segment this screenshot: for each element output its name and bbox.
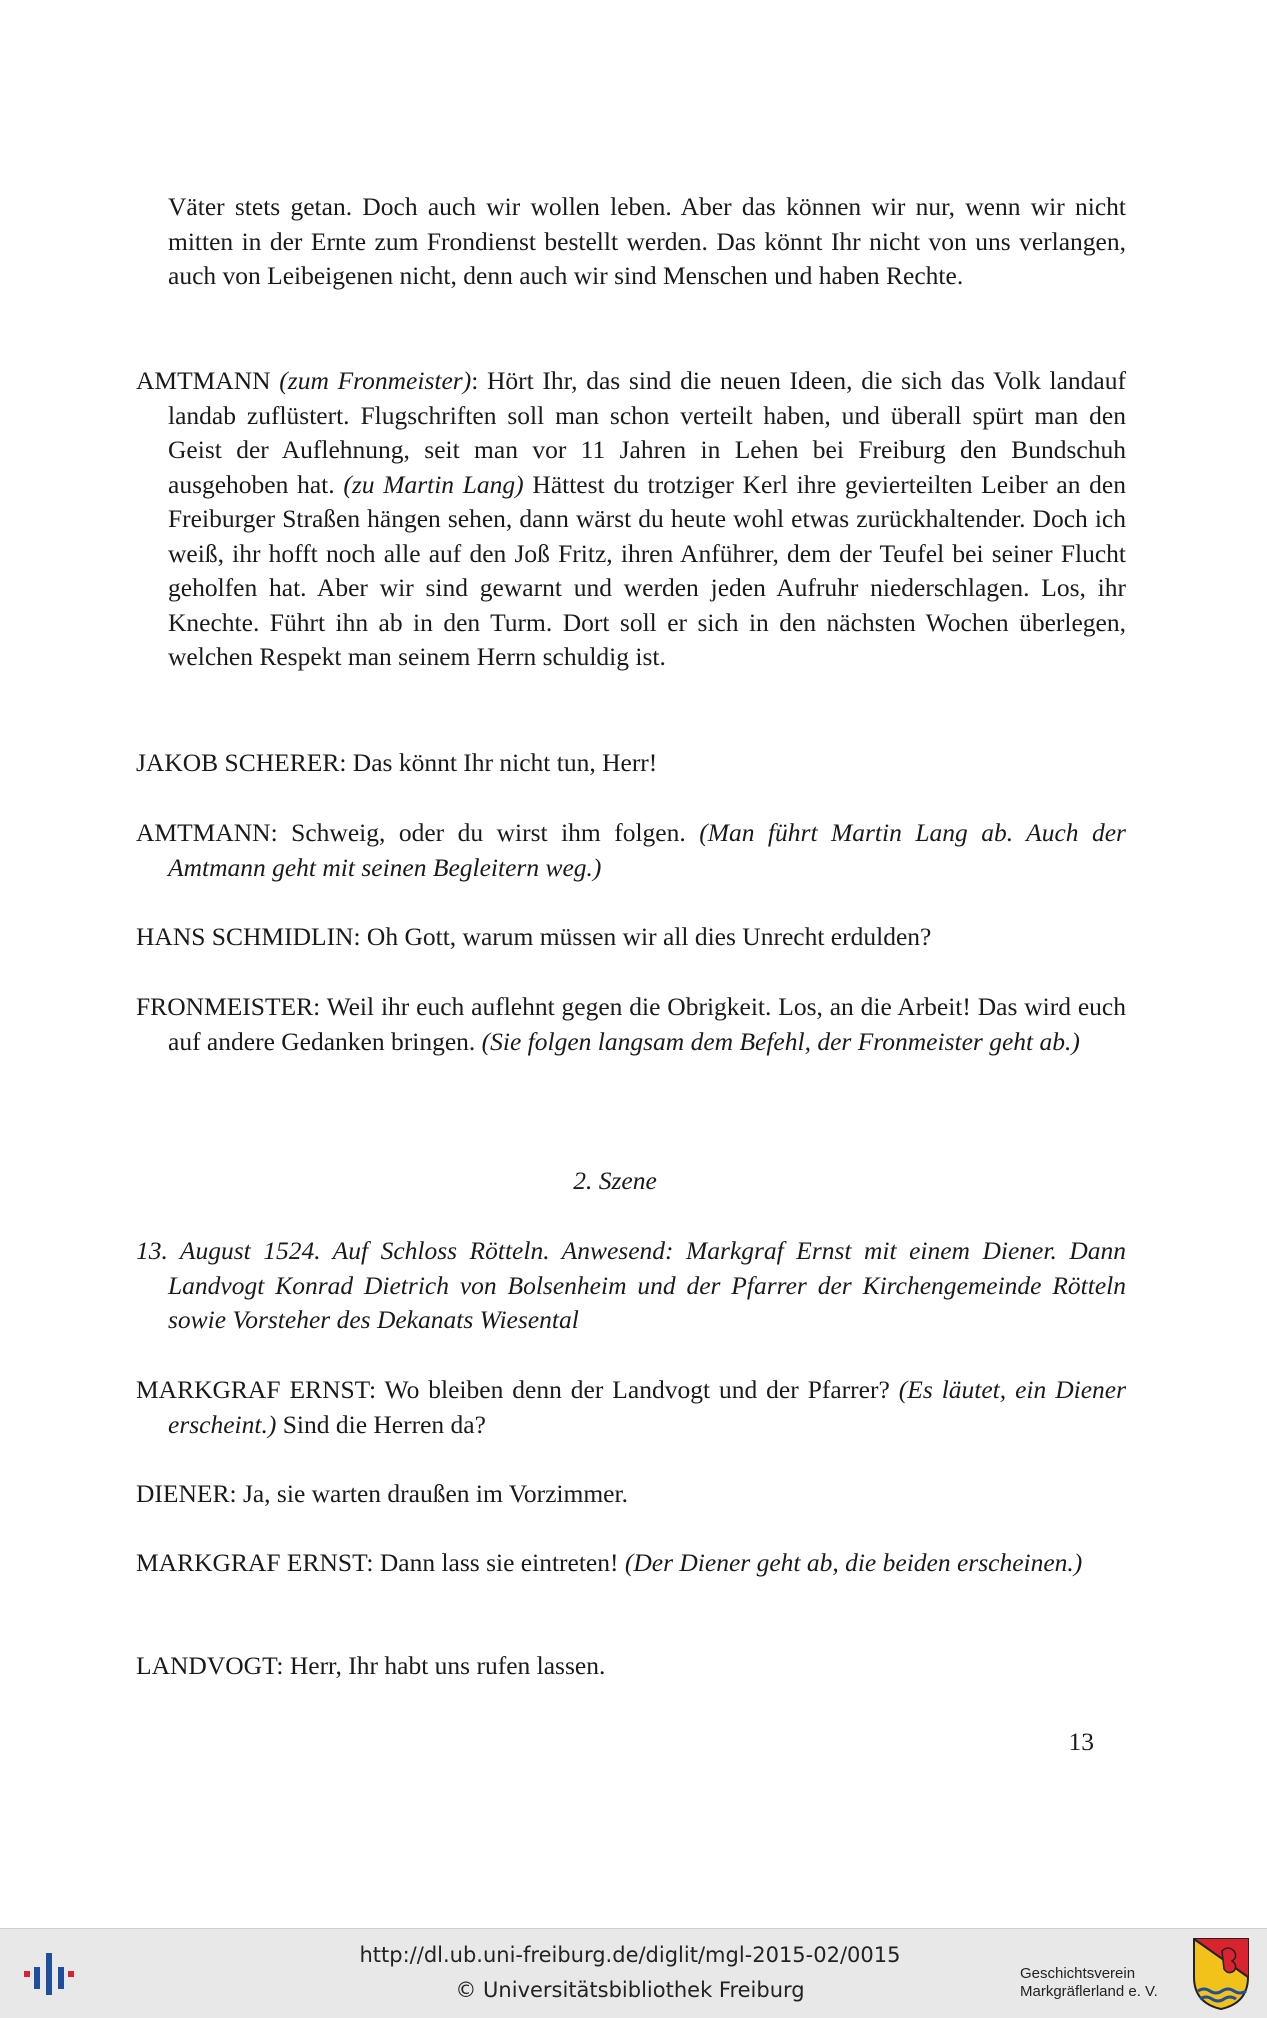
paragraph-jakob-scherer	[136, 746, 1126, 781]
paragraph-text: AMTMANN: Schweig, oder du wirst ihm folgen.	[136, 818, 700, 847]
scene-description	[136, 1234, 1126, 1338]
scene-heading	[136, 1164, 1094, 1199]
paragraph-landvogt	[136, 1649, 1126, 1684]
society-name	[1020, 1965, 1190, 2001]
scene-heading-text: 2. Szene	[573, 1166, 657, 1195]
society-line-1: Geschichtsverein	[1020, 1965, 1136, 1982]
stage-direction: (Der Diener geht ab, die beiden erscheinen.)	[624, 1548, 1083, 1577]
paragraph-amtmann	[136, 364, 1126, 675]
stage-direction: (zum Fronmeister)	[279, 366, 472, 395]
paragraph-text: Hättest du trotziger Kerl ihre gevierteilten Leiber an den Freiburger Straßen hängen sehen, dann wärst du heute wohl etwas zurückhaltender. Doch ich weiß, ihr hofft noch alle auf den Joß Fritz, ihren Anführer, dem der Teufel bei seiner Flucht geholfen hat. Aber wir sind gewarnt und werden jeden Aufruhr niederschlagen. Los, ihr Knechte. Führt ihn ab in den Turm. Dort soll er sich in den nächsten Wochen überlegen, welchen Respekt man seinem Herrn schuldig ist.	[168, 469, 1127, 671]
paragraph-text: LANDVOGT: Herr, Ihr habt uns rufen lassen.	[136, 1651, 606, 1680]
footer-bar	[0, 1928, 1267, 2018]
stage-direction: (zu Martin Lang)	[343, 469, 524, 499]
footer-url-link[interactable]: http://dl.ub.uni-freiburg.de/diglit/mgl-2015-02/0015	[359, 1943, 901, 1967]
speaker-name: AMTMANN	[136, 366, 271, 395]
paragraph-diener	[136, 1477, 1126, 1512]
paragraph-text: Sind die Herren da?	[276, 1409, 486, 1439]
paragraph-hans-schmidlin	[136, 920, 1126, 955]
paragraph-amtmann-2	[136, 816, 1126, 885]
paragraph-text: DIENER: Ja, sie warten draußen im Vorzimmer.	[136, 1479, 628, 1508]
paragraph-text: JAKOB SCHERER: Das könnt Ihr nicht tun, Herr!	[136, 748, 658, 777]
paragraph-markgraf-ernst-2	[136, 1546, 1126, 1581]
paragraph-text: FRONMEISTER: Weil ihr euch auflehnt gegen die Obrigkeit. Los, an die Arbeit! Das wird euch auf andere Gedanken bringen.	[136, 992, 1126, 1056]
page-number: 13	[1068, 1727, 1094, 1756]
stage-direction: (Es läutet, ein Diener erscheint.)	[168, 1375, 1127, 1439]
paragraph-text: HANS SCHMIDLIN: Oh Gott, warum müssen wir all dies Unrecht erdulden?	[136, 922, 932, 951]
paragraph-text: MARKGRAF ERNST: Wo bleiben denn der Landvogt und der Pfarrer?	[136, 1375, 899, 1404]
paragraph-text: Väter stets getan. Doch auch wir wollen leben. Aber das können wir nur, wenn wir nicht mitten in der Ernte zum Frondienst bestellt werden. Das könnt Ihr nicht von uns verlangen, auch von Leibeigenen nicht, denn auch wir sind Menschen und haben Rechte.	[168, 192, 1126, 290]
paragraph-text: : Hört Ihr, das sind die neuen Ideen, die sich das Volk landauf landab zuflüstert. Flugschriften soll man schon verteilt haben, und überall spürt man den Geist der Auflehnung, seit man vor 11 Jahren in Lehen bei Freiburg den Bundschuh ausgehoben hat.	[168, 366, 1126, 499]
library-logo-icon	[20, 1949, 80, 1999]
paragraph-markgraf-ernst	[136, 1373, 1126, 1442]
coat-of-arms-icon	[1192, 1937, 1250, 2011]
society-line-2: Markgräflerland e. V.	[1020, 1983, 1158, 2000]
paragraph-continuation	[136, 190, 1126, 294]
scene-description-text: 13. August 1524. Auf Schloss Rötteln. Anwesend: Markgraf Ernst mit einem Diener. Dann Landvogt Konrad Dietrich von Bolsenheim und der Pfarrer der Kirchengemeinde Rötteln sowie Vorsteher des Dekanats Wiesental	[136, 1236, 1126, 1334]
stage-direction: (Sie folgen langsam dem Befehl, der Fronmeister geht ab.)	[481, 1026, 1080, 1056]
paragraph-fronmeister	[136, 990, 1126, 1059]
footer-copyright: © Universitätsbibliothek Freiburg	[455, 1978, 805, 2002]
stage-direction: (Man führt Martin Lang ab. Auch der Amtmann geht mit seinen Begleitern weg.)	[168, 818, 1126, 882]
paragraph-text: MARKGRAF ERNST: Dann lass sie eintreten!	[136, 1548, 625, 1577]
